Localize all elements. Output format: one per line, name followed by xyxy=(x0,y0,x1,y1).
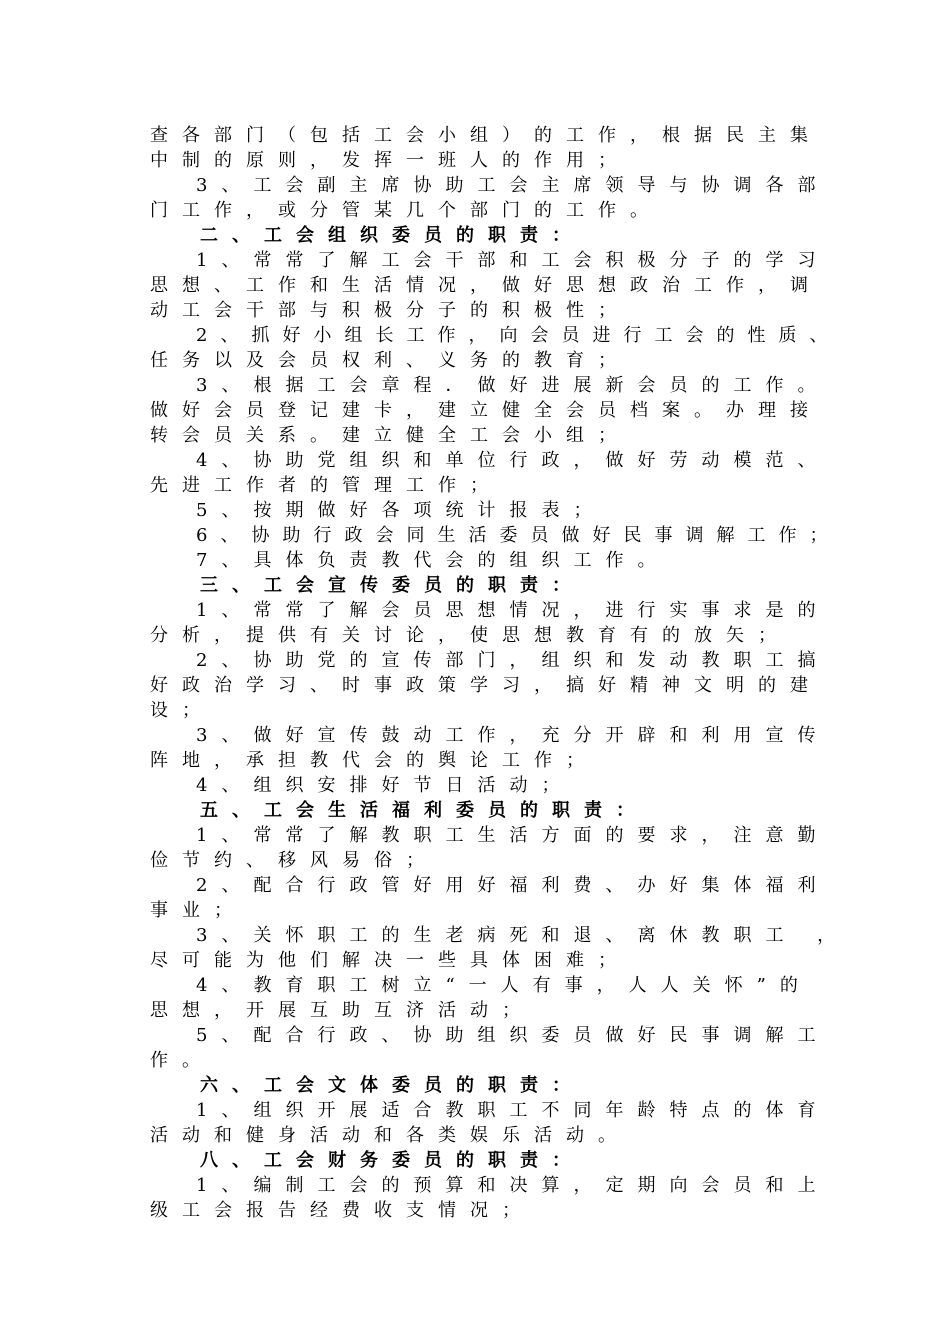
text-line: 级工会报告经费收支情况； xyxy=(150,1200,534,1221)
text-line: 3、做好宣传鼓动工作，充分开辟和利用宣传 xyxy=(196,725,830,746)
text-line: 思想、工作和生活情况，做好思想政治工作，调 xyxy=(150,275,822,296)
text-line: 思想，开展互助互济活动； xyxy=(150,1000,534,1021)
section-heading: 八、工会财务委员的职责： xyxy=(200,1150,584,1171)
text-line: 4、组织安排好节日活动； xyxy=(196,775,574,796)
text-line: 尽可能为他们解决一些具体困难； xyxy=(150,950,630,971)
section-heading: 六、工会文体委员的职责： xyxy=(200,1075,584,1096)
text-line: 1、常常了解工会干部和工会积极分子的学习 xyxy=(196,250,830,271)
text-line: 1、编制工会的预算和决算，定期向会员和上 xyxy=(196,1175,830,1196)
text-line: 阵地，承担教代会的舆论工作； xyxy=(150,750,598,771)
text-line: 5、按期做好各项统计报表； xyxy=(196,500,606,521)
text-line: 分析，提供有关讨论，使思想教育有的放矢； xyxy=(150,625,790,646)
text-line: 3、工会副主席协助工会主席领导与协调各部 xyxy=(196,175,830,196)
text-line: 2、协助党的宣传部门，组织和发动教职工搞 xyxy=(196,650,830,671)
text-line: 事业； xyxy=(150,900,246,921)
text-line: 1、常常了解教职工生活方面的要求，注意勤 xyxy=(196,825,830,846)
text-line: 先进工作者的管理工作； xyxy=(150,475,502,496)
text-line: 作。 xyxy=(150,1050,214,1071)
text-line: 俭节约、移风易俗； xyxy=(150,850,438,871)
section-heading: 二、工会组织委员的职责： xyxy=(200,225,584,246)
text-line: 活动和健身活动和各类娱乐活动。 xyxy=(150,1125,630,1146)
text-line: 3、根据工会章程．做好进展新会员的工作。 xyxy=(196,375,830,396)
text-line: 4、教育职工树立“一人有事，人人关怀”的 xyxy=(196,975,812,996)
text-line: 2、配合行政管好用好福利费、办好集体福利 xyxy=(196,875,830,896)
text-line: 任务以及会员权利、义务的教育； xyxy=(150,350,630,371)
text-line: 动工会干部与积极分子的积极性； xyxy=(150,300,630,321)
text-line: 门工作，或分管某几个部门的工作。 xyxy=(150,200,662,221)
text-line: 设； xyxy=(150,700,214,721)
text-line: 1、常常了解会员思想情况，进行实事求是的 xyxy=(196,600,830,621)
text-line: 2、抓好小组长工作，向会员进行工会的性质、 xyxy=(196,325,841,346)
section-heading: 五、工会生活福利委员的职责： xyxy=(200,800,648,821)
text-line: 中制的原则，发挥一班人的作用； xyxy=(150,150,630,171)
text-line: 5、配合行政、协助组织委员做好民事调解工 xyxy=(196,1025,830,1046)
text-line: 1、组织开展适合教职工不同年龄特点的体育 xyxy=(196,1100,830,1121)
text-line: 7、具体负责教代会的组织工作。 xyxy=(196,550,670,571)
text-line: 3、关怀职工的生老病死和退、离休教职工 ， xyxy=(196,925,850,946)
section-heading: 三、工会宣传委员的职责： xyxy=(200,575,584,596)
text-line: 好政治学习、时事政策学习，搞好精神文明的建 xyxy=(150,675,822,696)
text-line: 转会员关系。建立健全工会小组； xyxy=(150,425,630,446)
text-line: 做好会员登记建卡，建立健全会员档案。办理接 xyxy=(150,400,822,421)
text-line: 4、协助党组织和单位行政，做好劳动模范、 xyxy=(196,450,830,471)
text-line: 6、协助行政会同生活委员做好民事调解工作； xyxy=(196,525,841,546)
text-line: 查各部门（包括工会小组）的工作，根据民主集 xyxy=(150,125,822,146)
